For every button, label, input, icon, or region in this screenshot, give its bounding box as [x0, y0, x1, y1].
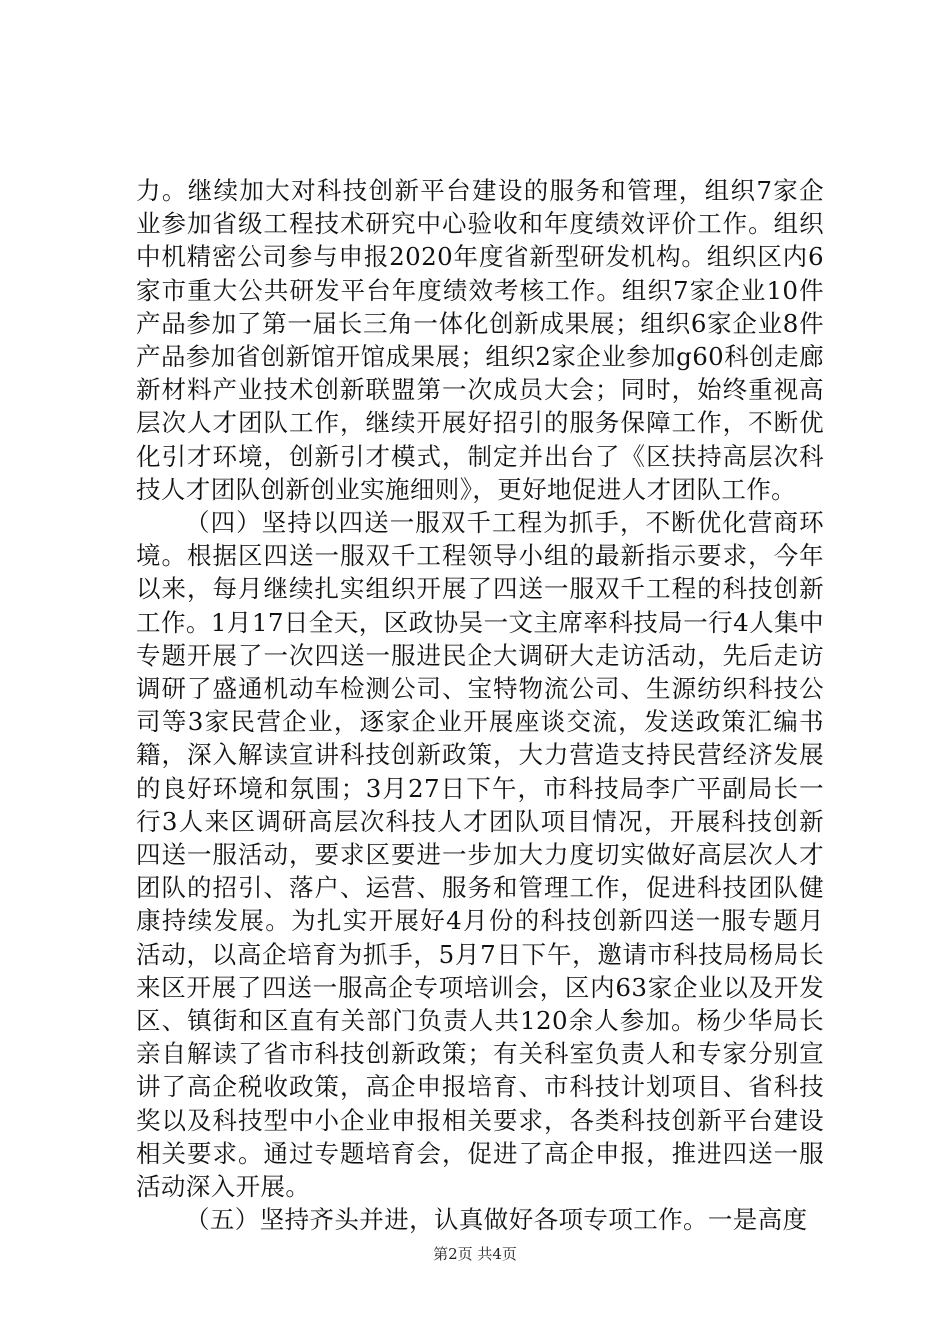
- paragraph-special-work: （五）坚持齐头并进，认真做好各项专项工作。一是高度: [185, 1205, 808, 1235]
- paragraph-platform-talent: 力。继续加大对科技创新平台建设的服务和管理，组织7家企业参加省级工程技术研究中心验收和年度绩效评价工作。组织中机精密公司参与申报2020年度省新型研发机构。组织区内6家市重大公共研发平台年度绩效考核工作。组织7家企业10件产品参加了第一届长三角一体化创新成果展；组织6家企业8件产品参加省创新馆开馆成果展；组织2家企业参加g60科创走廊新材料产业技术创新联盟第一次成员大会；同时，始终重视高层次人才团队工作，继续开展好招引的服务保障工作，不断优化引才环境，创新引才模式，制定并出台了《区扶持高层次科技人才团队创新创业实施细则》，更好地促进人才团队工作。: [136, 176, 824, 504]
- document-body: [136, 174, 824, 1237]
- page-number-footer: 第2页 共4页: [433, 1245, 517, 1263]
- paragraph-four-send-one-serve: （四）坚持以四送一服双千工程为抓手，不断优化营商环境。根据区四送一服双千工程领导小组的最新指示要求，今年以来，每月继续扎实组织开展了四送一服双千工程的科技创新工作。1月17日全天，区政协吴一文主席率科技局一行4人集中专题开展了一次四送一服进民企大调研大走访活动，先后走访调研了盛通机动车检测公司、宝特物流公司、生源纺织科技公司等3家民营企业，逐家企业开展座谈交流，发送政策汇编书籍，深入解读宣讲科技创新政策，大力营造支持民营经济发展的良好环境和氛围；3月27日下午，市科技局李广平副局长一行3人来区调研高层次科技人才团队项目情况，开展科技创新四送一服活动，要求区要进一步加大力度切实做好高层次人才团队的招引、落户、运营、服务和管理工作，促进科技团队健康持续发展。为扎实开展好4月份的科技创新四送一服专题月活动，以高企培育为抓手，5月7日下午，邀请市科技局杨局长来区开展了四送一服高企专项培训会，区内63家企业以及开发区、镇街和区直有关部门负责人共120余人参加。杨少华局长亲自解读了省市科技创新政策；有关科室负责人和专家分别宣讲了高企税收政策，高企申报培育、市科技计划项目、省科技奖以及科技型中小企业申报相关要求，各类科技创新平台建设相关要求。通过专题培育会，促进了高企申报，推进四送一服活动深入开展。: [136, 508, 824, 1202]
